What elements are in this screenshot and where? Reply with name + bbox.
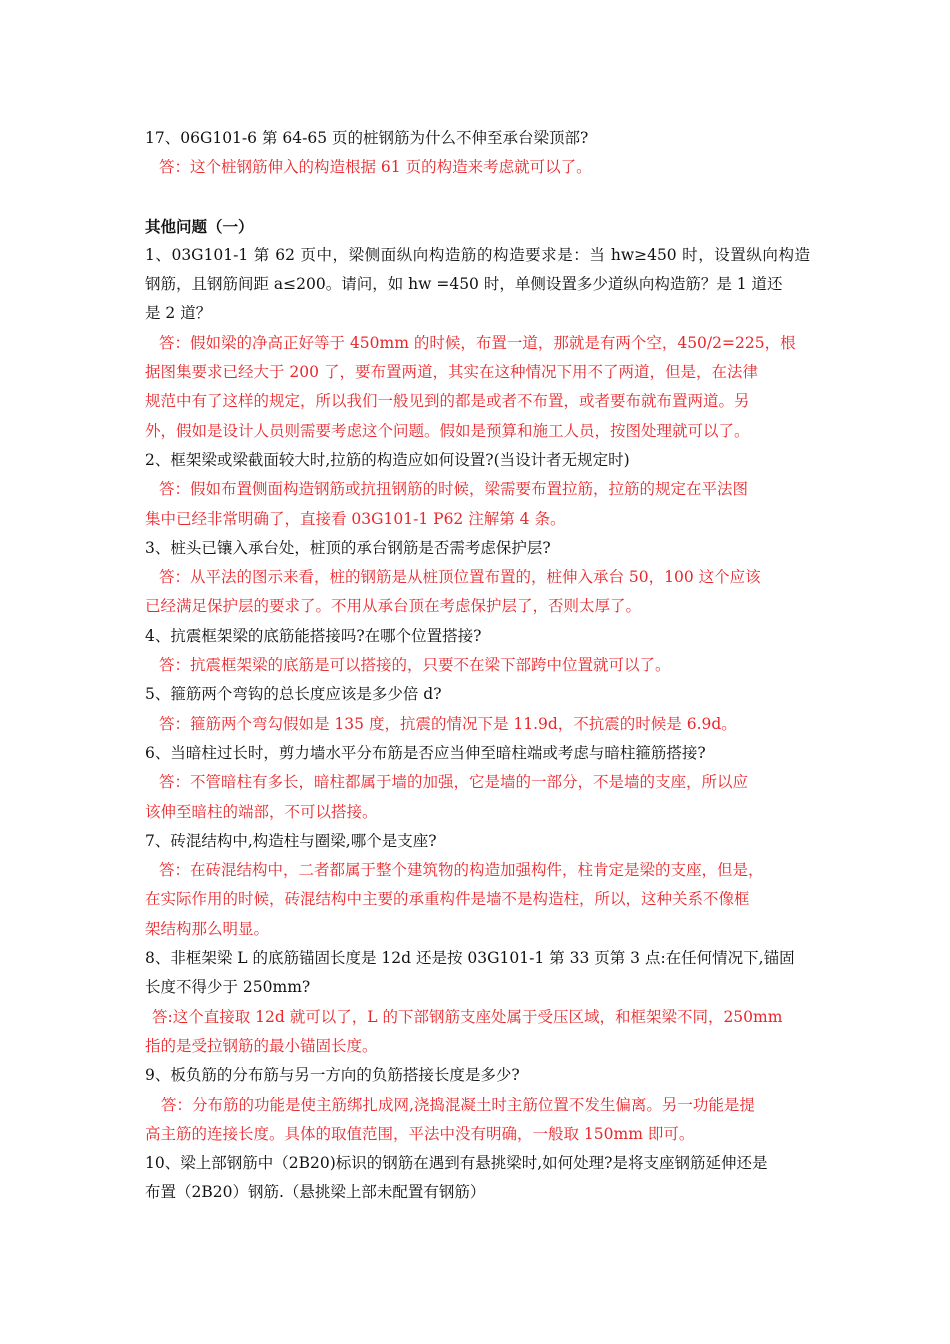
answer-1-line-2: 据图集要求已经大于 200 了，要布置两道，其实在这种情况下用不了两道，但是，在法律	[145, 363, 758, 382]
answer-6-line-1: 答：不管暗柱有多长，暗柱都属于墙的加强，它是墙的一部分，不是墙的支座，所以应	[159, 773, 749, 792]
answer-3-line-1: 答：从平法的图示来看，桩的钢筋是从桩顶位置布置的，桩伸入承台 50，100 这个应该	[159, 568, 761, 587]
answer-9-line-1: 答：分布筋的功能是使主筋绑扎成网,浇捣混凝土时主筋位置不发生偏离。另一功能是提	[161, 1095, 755, 1114]
answer-17: 答：这个桩钢筋伸入的构造根据 61 页的构造来考虑就可以了。	[159, 158, 592, 177]
answer-2-line-1: 答：假如布置侧面构造钢筋或抗扭钢筋的时候，梁需要布置拉筋，拉筋的规定在平法图	[159, 480, 749, 499]
question-9: 9、板负筋的分布筋与另一方向的负筋搭接长度是多少?	[145, 1066, 520, 1085]
answer-1-line-4: 外，假如是设计人员则需要考虑这个问题。假如是预算和施工人员，按图处理就可以了。	[145, 421, 750, 440]
question-1-line-2: 钢筋，且钢筋间距 a≤200。请问，如 hw =450 时，单侧设置多少道纵向构造筋？是 1 道还	[145, 275, 783, 294]
question-2: 2、框架梁或梁截面较大时,拉筋的构造应如何设置?(当设计者无规定时)	[145, 450, 630, 469]
question-5: 5、箍筋两个弯钩的总长度应该是多少倍 d?	[145, 685, 442, 704]
question-7: 7、砖混结构中,构造柱与圈梁,哪个是支座?	[145, 831, 437, 850]
question-6: 6、当暗柱过长时，剪力墙水平分布筋是否应当伸至暗柱端或考虑与暗柱箍筋搭接?	[145, 743, 706, 762]
answer-7-line-3: 架结构那么明显。	[145, 919, 270, 938]
answer-7-line-1: 答：在砖混结构中，二者都属于整个建筑物的构造加强构件，柱肯定是梁的支座，但是，	[159, 861, 764, 880]
question-8-line-2: 长度不得少于 250mm?	[145, 978, 311, 997]
answer-6-line-2: 该伸至暗柱的端部，不可以搭接。	[145, 802, 378, 821]
answer-9-line-2: 高主筋的连接长度。具体的取值范围，平法中没有明确，一般取 150mm 即可。	[145, 1124, 695, 1143]
answer-2-line-2: 集中已经非常明确了，直接看 03G101-1 P62 注解第 4 条。	[145, 509, 566, 528]
answer-5: 答：箍筋两个弯勾假如是 135 度，抗震的情况下是 11.9d，不抗震的时候是 6.9d。	[159, 714, 737, 733]
section-spacer	[145, 183, 810, 212]
section-title: 其他问题（一）	[145, 216, 254, 236]
question-1-line-1: 1、03G101-1 第 62 页中，梁侧面纵向构造筋的构造要求是：当 hw≥450 时，设置纵向构造	[145, 245, 810, 264]
answer-8-line-1: 答:这个直接取 12d 就可以了，L 的下部钢筋支座处属于受压区域，和框架梁不同，250mm	[152, 1007, 783, 1026]
question-17: 17、06G101-6 第 64-65 页的桩钢筋为什么不伸至承台梁顶部?	[145, 129, 589, 147]
answer-8-line-2: 指的是受拉钢筋的最小锚固长度。	[145, 1036, 378, 1055]
answer-1-line-1: 答：假如梁的净高正好等于 450mm 的时候，布置一道，那就是有两个空，450/2=225，根	[159, 333, 796, 352]
question-3: 3、桩头已镶入承台处，桩顶的承台钢筋是否需考虑保护层?	[145, 538, 551, 557]
answer-7-line-2: 在实际作用的时候，砖混结构中主要的承重构件是墙不是构造柱，所以，这种关系不像框	[145, 890, 750, 909]
document-page	[145, 124, 810, 1208]
question-1-line-3: 是 2 道？	[145, 304, 212, 323]
question-10-line-1: 10、梁上部钢筋中（2B20)标识的钢筋在遇到有悬挑梁时,如何处理?是将支座钢筋延伸还是	[145, 1154, 768, 1173]
answer-1-line-3: 规范中有了这样的规定，所以我们一般见到的都是或者不布置，或者要布就布置两道。另	[145, 392, 750, 411]
answer-3-line-2: 已经满足保护层的要求了。不用从承台顶在考虑保护层了，否则太厚了。	[145, 597, 642, 616]
question-4: 4、抗震框架梁的底筋能搭接吗?在哪个位置搭接?	[145, 626, 482, 645]
question-8-line-1: 8、非框架梁 L 的底筋锚固长度是 12d 还是按 03G101-1 第 33 页第 3 点:在任何情况下,锚固	[145, 949, 795, 968]
answer-4: 答：抗震框架梁的底筋是可以搭接的，只要不在梁下部跨中位置就可以了。	[159, 656, 671, 675]
question-10-line-2: 布置（2B20）钢筋.（悬挑梁上部未配置有钢筋）	[145, 1183, 486, 1202]
